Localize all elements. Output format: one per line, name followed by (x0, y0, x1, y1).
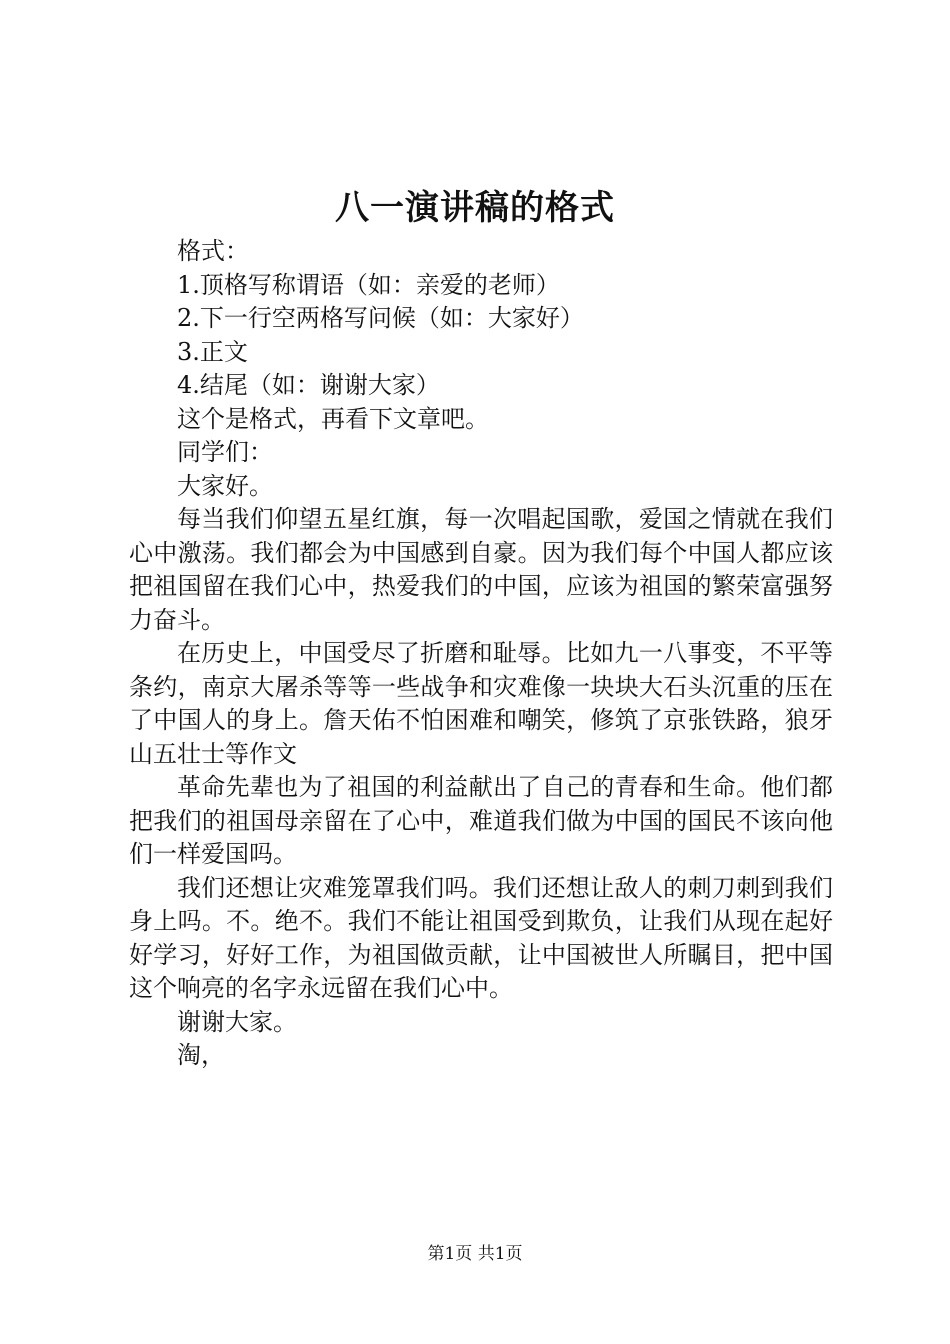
document-body (129, 235, 833, 1073)
paragraph: 2.下一行空两格写问候（如：大家好） (177, 304, 584, 332)
paragraph: 每当我们仰望五星红旗，每一次唱起国歌，爱国之情就在我们心中激荡。我们都会为中国感到自豪。因为我们每个中国人都应该把祖国留在我们心中，热爱我们的中国，应该为祖国的繁荣富强努力奋斗。 (129, 505, 833, 634)
paragraph: 淘， (177, 1041, 225, 1069)
document-title: 八一演讲稿的格式 (335, 188, 615, 228)
paragraph: 大家好。 (177, 471, 273, 500)
paragraph: 4.结尾（如：谢谢大家） (177, 371, 440, 399)
page-footer: 第1页 共1页 (427, 1244, 523, 1264)
paragraph: 谢谢大家。 (177, 1007, 297, 1036)
paragraph: 在历史上，中国受尽了折磨和耻辱。比如九一八事变，不平等条约，南京大屠杀等等一些战争和灾难像一块块大石头沉重的压在了中国人的身上。詹天佑不怕困难和嘲笑，修筑了京张铁路，狼牙山五壮士等作文 (129, 639, 833, 768)
paragraph: 3.正文 (177, 337, 248, 366)
paragraph: 我们还想让灾难笼罩我们吗。我们还想让敌人的刺刀刺到我们身上吗。不。绝不。我们不能让祖国受到欺负，让我们从现在起好好学习，好好工作，为祖国做贡献，让中国被世人所瞩目，把中国这个响亮的名字永远留在我们心中。 (129, 873, 833, 1002)
paragraph: 格式： (177, 237, 249, 265)
paragraph: 革命先辈也为了祖国的利益献出了自己的青春和生命。他们都把我们的祖国母亲留在了心中，难道我们做为中国的国民不该向他们一样爱国吗。 (129, 773, 833, 868)
paragraph: 这个是格式，再看下文章吧。 (177, 404, 489, 433)
paragraph: 同学们： (177, 438, 273, 466)
paragraph: 1.顶格写称谓语（如：亲爱的老师） (177, 270, 560, 299)
